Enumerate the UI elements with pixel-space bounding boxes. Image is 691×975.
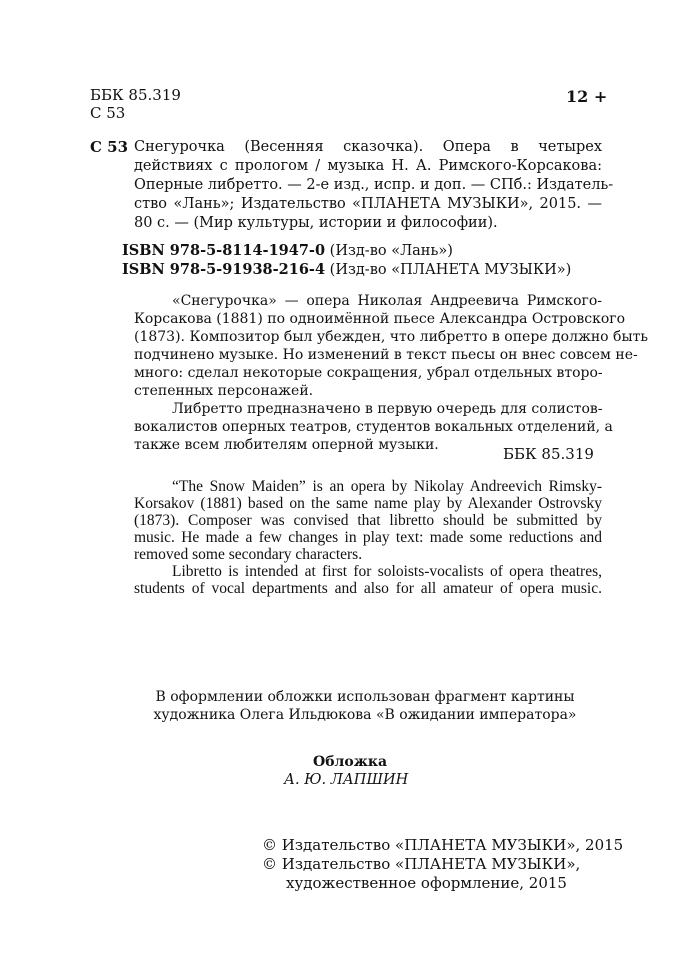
biblio-line: 80 с. — (Мир культуры, истории и философии). (134, 215, 498, 231)
annotation-line: Корсакова (1881) по одноимённой пьесе Александра Островского (134, 311, 626, 327)
annotation-line: много: сделал некоторые сокращения, убрал отдельных второ- (134, 365, 603, 381)
annotation-line: Korsakov (1881) based on the same name play by Alexander Ostrovsky (134, 495, 602, 512)
annotation-ru (134, 292, 648, 454)
age-rating: 12 + (566, 87, 608, 106)
annotation-line: students of vocal departments and also for all amateur of opera music. (134, 580, 602, 597)
annotation-line: Либретто предназначено в первую очередь для солистов- (172, 401, 603, 417)
copyright-line: © Издательство «ПЛАНЕТА МУЗЫКИ», 2015 (262, 836, 624, 854)
annotation-line: вокалистов оперных театров, студентов вокальных отделений, а (134, 419, 613, 435)
copyright-line: © Издательство «ПЛАНЕТА МУЗЫКИ», (262, 855, 581, 873)
isbn-publisher: (Изд-во «Лань») (329, 243, 453, 259)
annotation-line: подчинено музыке. Но изменений в текст пьесы он внес совсем не- (134, 347, 638, 363)
cover-credit-name: А. Ю. ЛАПШИН (284, 772, 409, 788)
isbn-row (122, 261, 571, 279)
annotation-line: (1873). Композитор был убежден, что либретто в опере должно быть (134, 329, 648, 345)
annotation-line: Libretto is intended at first for soloists-vocalists of opera theatres, (172, 563, 602, 580)
bbk-code-top: ББК 85.319 (90, 86, 181, 104)
bibliographic-record (134, 138, 614, 233)
cover-note (130, 688, 600, 724)
isbn-row (122, 242, 453, 260)
biblio-line: ство «Лань»; Издательство «ПЛАНЕТА МУЗЫКИ», 2015. — (134, 196, 602, 212)
cover-note-line: В оформлении обложки использован фрагмент картины (155, 689, 575, 705)
isbn-number: ISBN 978-5-91938-216-4 (122, 261, 326, 278)
biblio-line: Оперные либретто. — 2-е изд., испр. и доп. — СПб.: Издатель- (134, 177, 614, 193)
cover-credit-label: Обложка (313, 754, 388, 770)
copyright-line: художественное оформление, 2015 (286, 874, 567, 892)
biblio-line: действиях с прологом / музыка Н. А. Римского-Корсакова: (134, 158, 602, 174)
cutter-mark: С 53 (90, 138, 129, 156)
isbn-publisher: (Изд-во «ПЛАНЕТА МУЗЫКИ») (329, 262, 572, 278)
annotation-line: (1873). Composer was convised that libretto should be submitted by (134, 512, 602, 529)
annotation-line: removed some secondary characters. (134, 546, 363, 563)
annotation-line: “The Snow Maiden” is an opera by Nikolay Andreevich Rimsky- (172, 478, 602, 495)
biblio-line: Снегурочка (Весенняя сказочка). Опера в четырех (134, 139, 602, 155)
cover-note-line: художника Олега Ильдюкова «В ожидании императора» (153, 707, 577, 723)
annotation-en (134, 478, 602, 597)
cutter-code-top: С 53 (90, 104, 126, 122)
annotation-line: степенных персонажей. (134, 383, 314, 399)
isbn-number: ISBN 978-5-8114-1947-0 (122, 242, 326, 259)
annotation-line: также всем любителям оперной музыки. (134, 437, 439, 453)
annotation-line: music. He made a few changes in play text: made some reductions and (134, 529, 602, 546)
bbk-code-bottom: ББК 85.319 (503, 445, 594, 463)
annotation-line: «Снегурочка» — опера Николая Андреевича Римского- (172, 293, 602, 309)
